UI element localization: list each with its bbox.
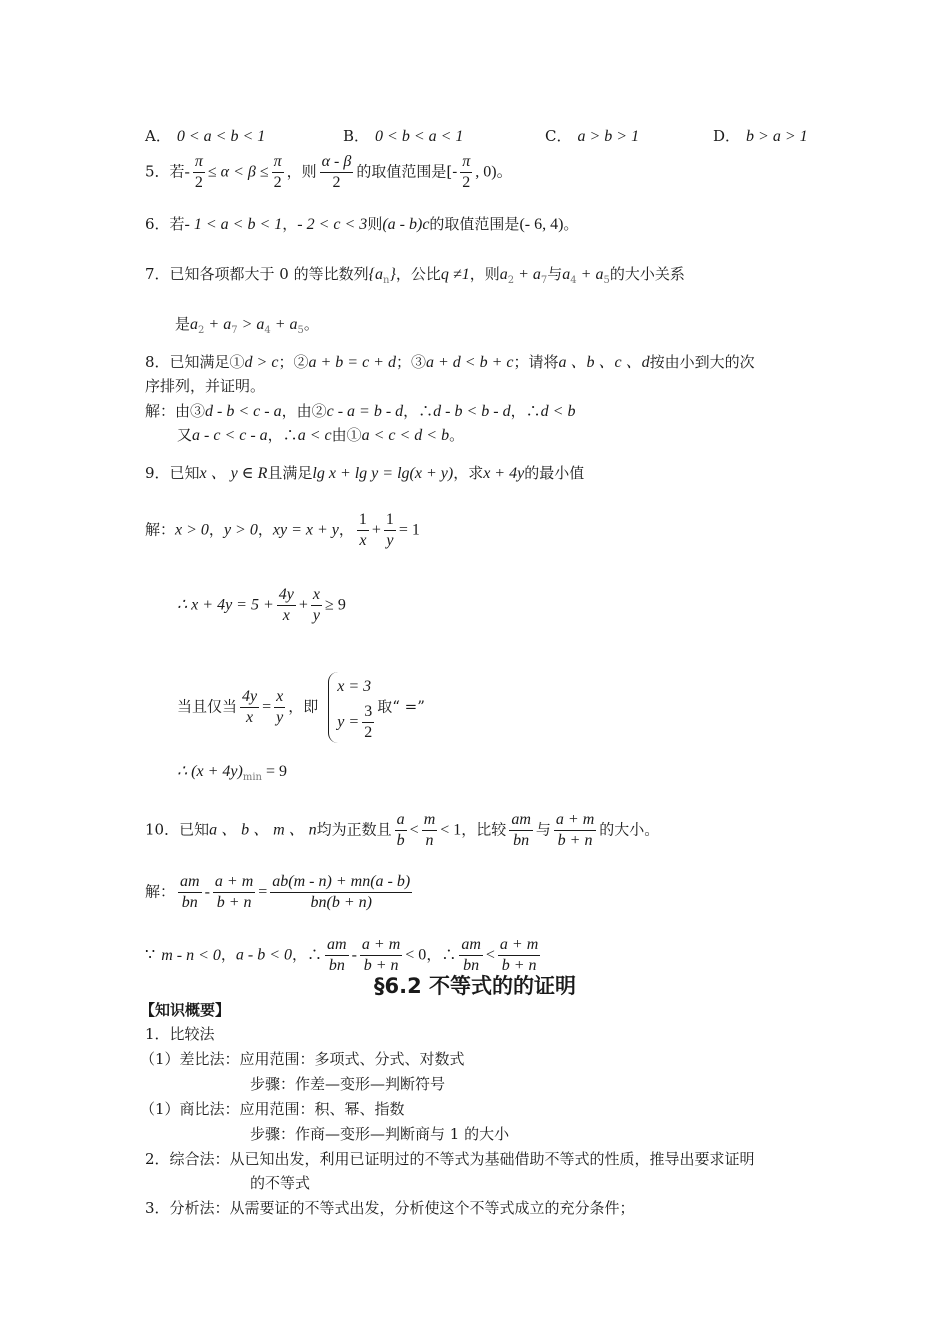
q9-l4: ∴ (x + 4y) [177,763,243,780]
q10-sol-frac-apm [213,872,255,913]
item-1b: （1）商比法：应用范围：积、幂、指数 [140,1100,405,1118]
q6-range-text: 的取值范围是 [429,215,520,233]
q10-sol-apm: a + m [213,872,255,893]
q9-frac-4yx-b [240,687,259,728]
q7-sub-7b: 7 [231,325,238,336]
q9-frac-4yx [277,585,296,626]
q6-range: (- 6, 4) [519,216,564,233]
question-8-solution2 [177,425,464,446]
q7-sub-2b: 2 [198,325,205,336]
q9-plus: + [371,521,381,539]
q9-l4b: = 9 [261,763,287,780]
q10-sol-bpn: b + n [216,894,252,911]
option-c-expr: a > b > 1 [577,128,640,145]
q9-sys1: x = 3 [337,678,372,695]
q9-y-c: y [276,709,284,726]
q10-am: am [509,810,533,831]
q9-solution3 [177,672,425,743]
q8-sol1: d - b < c - a [205,403,282,420]
q10-vars: a 、 b 、 m 、 n [209,821,317,839]
q9-solution1 [145,510,420,551]
question-7-line2 [175,314,319,341]
q5-frac-pi-2b [272,152,284,193]
q8-therefore: ，∴ [267,426,298,444]
q9-l3c: 取“ =” [377,697,425,716]
q7-text-a: 7．已知各项都大于 0 的等比数列 [145,265,369,283]
q8-sol6: a < c [297,427,332,444]
q7-seq: {a [368,266,384,283]
q10-c-apm: a + m [360,935,402,956]
q9-y-b: y [312,607,321,624]
q9-l3b: ，即 [288,697,319,716]
item-1b-steps: 步骤：作商—变形—判断商与 1 的大小 [250,1125,510,1143]
q5-frac-alpha-beta [320,152,354,193]
q9-text-d: 的最小值 [524,464,585,482]
q10-c2: a - b < 0 [235,946,293,964]
q10-big-den: bn(b + n) [310,894,372,911]
q5-two-d: 2 [462,174,471,191]
q9-x-c: x [311,585,322,606]
q7-seq-close: } [389,266,396,283]
q8-sol3: d - b < b - d [433,403,511,420]
q7-seq-sub: n [383,275,390,286]
q5-end: , 0)。 [475,163,513,181]
q9-target: x + 4y [483,465,525,482]
q7-plus-a: + a [514,266,541,283]
q10-with: 与 [535,820,551,839]
q9-frac-32 [362,702,374,743]
q5-minus: - [184,163,190,181]
question-9 [145,463,584,484]
q7-a-c: a [190,316,199,333]
q10-c-bn: bn [328,957,345,974]
q9-s1: x > 0 [175,521,209,539]
q9-x-d: x [246,709,254,726]
q7-tail: 的大小关系 [609,265,685,283]
q8-vars: a 、b 、c 、d [558,354,650,371]
q7-a: a [499,266,508,283]
q9-l3a: 当且仅当 [177,697,238,716]
question-8-line2 [145,376,265,396]
q10-c1: m - n < 0 [161,946,221,964]
q8-sep3: ；请将 [513,353,559,371]
q5-pi: π [193,152,205,173]
q9-eq1: = 1 [398,521,420,539]
q10-c3b: ，∴ [426,945,457,964]
item-2-cont: 的不等式 [250,1174,311,1192]
q7-ratio: q ≠1 [440,266,470,283]
question-7-line1 [145,264,685,291]
q8-sol1b: ，由② [281,402,327,420]
q7-sub-4b: 4 [264,325,271,336]
q9-text-c: ，求 [453,464,484,482]
q10-sol-am: am [178,872,202,893]
q9-one-a: 1 [357,510,369,531]
q8-by1: 由① [331,426,362,444]
q6-end: 。 [563,215,579,233]
q10-apm: a + m [554,810,596,831]
q9-two: 2 [364,724,373,741]
q7-end: 。 [303,315,319,333]
q10-text-d: 的大小。 [599,820,660,839]
q10-minus: - [204,883,210,901]
q6-expr2: - 2 < c < 3 [297,216,368,233]
option-a-expr: 0 < a < b < 1 [176,128,266,145]
q10-frac-apm-bpn [554,810,596,851]
item-1a-steps: 步骤：作差—变形—判断符号 [250,1075,446,1093]
q10-big-frac [270,872,412,913]
q9-one-b: 1 [384,510,396,531]
q9-y-a: y [386,532,394,549]
q7-sub-2: 2 [507,275,515,286]
q5-two-c: 2 [332,174,341,191]
q9-x-b: x [282,607,290,624]
q10-bpn: b + n [557,832,593,849]
q10-c-am-b: am [459,935,483,956]
q5-frac-pi-2a [193,152,205,193]
q7-text-c: ，则 [469,265,500,283]
q10-eq: = [258,883,268,901]
q10-c-am: am [325,935,349,956]
q6-then: 则 [367,215,383,233]
q10-n: n [425,832,434,849]
option-a-label: A． [145,127,171,145]
q7-is: 是 [175,315,191,333]
q10-c-lt: < [485,946,495,964]
q10-m: m [422,810,438,831]
q5-two-b: 2 [273,174,282,191]
q8-cond1: d > c [244,354,279,371]
q10-c-minus: - [351,946,357,964]
option-d-expr: b > a > 1 [746,128,808,145]
q6-number: 6．若 [145,215,185,233]
knowledge-overview-heading: 【知识概要】 [140,1001,231,1019]
item-2: 2．综合法：从已知出发，利用已证明过的不等式为基础借助不等式的性质，推导出要求证明 [145,1150,755,1168]
q10-because: ∵ [145,946,156,964]
q10-sol-bn: bn [181,894,198,911]
q5-number: 5．若 [145,162,185,181]
q9-vars: x 、 y ∈ R [199,465,268,482]
q10-lt: < [409,821,419,839]
option-b-label: B． [343,127,370,145]
q10-lt0: < 0 [405,946,427,964]
q8-sol-label: 解：由③ [145,402,206,420]
q10-text-c: ，比较 [461,820,507,839]
q7-sub-4: 4 [570,275,577,286]
q10-b: b [396,832,405,849]
q10-solution1 [145,872,415,913]
q9-eq: = [262,698,272,716]
q10-c2b: ，∴ [292,945,323,964]
question-10 [145,810,659,851]
item-1a: （1）差比法：应用范围：多项式、分式、对数式 [140,1050,465,1068]
q6-expr1: - 1 < a < b < 1 [184,216,283,233]
item-1: 1．比较法 [145,1025,215,1043]
q9-text-b: 且满足 [267,464,313,482]
q9-l2a: ∴ x + 4y = 5 + [177,596,274,614]
q8-sep1: ；② [278,353,309,371]
q9-frac-xy-b [274,687,285,728]
q10-c-bpn: b + n [363,957,399,974]
q9-three: 3 [362,702,374,723]
q5-two: 2 [194,174,203,191]
q7-plus-a-d: + a [270,316,298,333]
q8-sol3b: ，∴ [510,402,541,420]
q9-system-brace [328,672,377,743]
q5-inequality: ≤ α < β ≤ [207,163,269,181]
q9-ge9: ≥ 9 [325,596,346,614]
question-8-solution1 [145,401,575,422]
q10-frac-ambn [509,810,533,851]
q8-sol7: a < c < d < b [361,427,450,444]
q10-text-b: 均为正数且 [316,820,392,839]
q5-pi-c: π [460,152,472,173]
q8-end: 。 [449,426,465,444]
question-5 [145,152,513,193]
q7-a-b: a [562,266,571,283]
q9-min: min [242,772,262,783]
q8-sol5: a - c < c - a [192,427,268,444]
q5-alpha-minus-beta: α - β [320,152,354,173]
question-8-line1 [145,352,755,373]
q5-range-text: 的取值范围是[- [356,162,458,181]
q7-gt-a: > a [237,316,265,333]
q9-solution4 [177,761,287,788]
q8-tail: 按由小到大的次 [649,353,755,371]
q10-big-num: ab(m - n) + mn(a - b) [270,872,412,893]
q9-sys2a: y = [337,713,360,731]
q6-expr3: (a - b)c [382,216,430,233]
q9-text-a: 9．已知 [145,464,200,482]
q7-with: 与 [547,265,563,283]
q9-solution2 [177,585,346,626]
q7-sub-5: 5 [603,275,610,286]
q7-plus-a-c: + a [204,316,232,333]
q9-plus-b: + [298,596,308,614]
q9-x-e: x [274,687,285,708]
option-b-expr: 0 < b < a < 1 [375,128,464,145]
q10-frac-mn [422,810,438,851]
q8-sol4: d < b [540,403,576,420]
item-3: 3．分析法：从需要证的不等式出发，分析使这个不等式成立的充分条件； [145,1199,635,1217]
q9-sol-label: 解： [145,520,176,539]
q9-frac-1x [357,510,369,551]
q9-s3b: ， [338,520,354,539]
q10-a: a [395,810,407,831]
q10-c-bpn-b: b + n [501,957,537,974]
q10-lt1: < 1 [440,821,462,839]
q10-bn: bn [513,832,530,849]
q10-c-bn-b: bn [463,957,480,974]
q7-sub-7: 7 [540,275,548,286]
q6-sep: ， [282,215,298,233]
q9-cond: lg x + lg y = lg(x + y) [312,465,454,482]
q9-x-a: x [359,532,367,549]
q9-frac-xy [311,585,322,626]
q9-s1b: ， [208,520,224,539]
option-d-label: D． [713,127,741,145]
q8-also: 又 [177,426,193,444]
q10-sol-frac-ambn [178,872,202,913]
q10-frac-ab [395,810,407,851]
q8-sol2b: ，∴ [403,402,434,420]
q7-sub-5b: 5 [297,325,304,336]
q10-text-a: 10．已知 [145,820,210,839]
q9-4y-b: 4y [240,687,259,708]
q9-s2b: ， [257,520,273,539]
q8-cond3: a + d < b + c [425,354,514,371]
q7-text-b: ，公比 [395,265,441,283]
q8-sol2: c - a = b - d [326,403,404,420]
q9-4y: 4y [277,585,296,606]
question-6 [145,214,578,235]
q10-c1b: ， [220,945,236,964]
q8-sep2: ；③ [395,353,426,371]
q10-c-apm-b: a + m [498,935,540,956]
q4-options [145,126,825,147]
q9-s3: xy = x + y [272,521,339,539]
q5-frac-pi-2c [460,152,472,193]
q8-cond2: a + b = c + d [308,354,396,371]
q10-sol-label: 解： [145,882,176,901]
q5-then: ，则 [286,162,317,181]
q7-plus-a-b: + a [576,266,604,283]
q8-text: 8．已知满足① [145,353,245,371]
section-title: §6.2 不等式的的证明 [373,974,576,998]
q8-line2: 序排列，并证明。 [145,377,266,395]
q9-s2: y > 0 [223,521,258,539]
q9-frac-1y [384,510,396,551]
q5-pi-b: π [272,152,284,173]
option-c-label: C． [545,127,572,145]
